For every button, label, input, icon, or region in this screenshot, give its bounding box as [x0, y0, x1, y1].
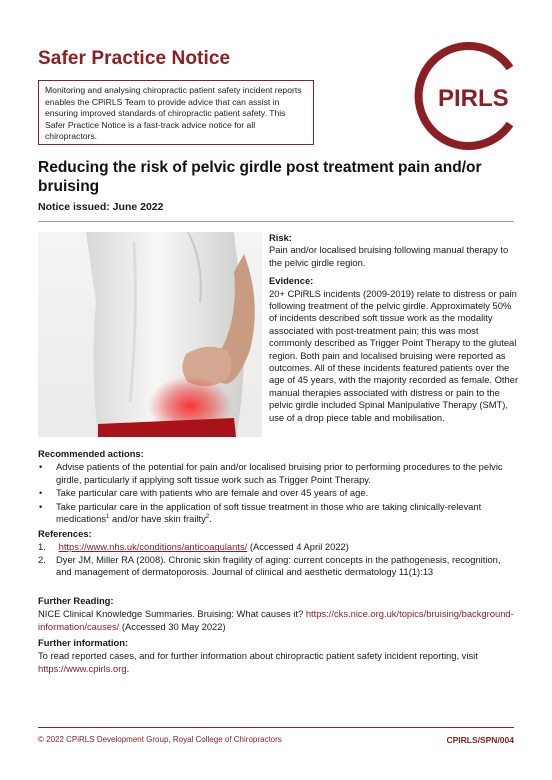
reference-marker: 2 — [205, 513, 210, 520]
notice-type-title: Safer Practice Notice — [38, 48, 231, 69]
risk-text: Pain and/or localised bruising following manual therapy to the pelvic girdle region. — [269, 244, 509, 268]
risk-evidence-panel — [269, 232, 519, 424]
action-text: Take particular care in the application of soft tissue treatment in those who are taking clinically-relevant medications — [56, 500, 482, 525]
action-item: • Take particular care with patients who are female and over 45 years of age. — [38, 487, 518, 499]
patient-back-photo — [38, 232, 262, 437]
copyright: © 2022 CPiRLS Development Group, Royal College of Chiropractors — [38, 735, 282, 744]
further-information-section: Further information: To read reported cases, and for further information about chiropractic patient safety incident reporting, visit https://www.cpirls.org. — [38, 637, 518, 675]
further-reading-heading: Further Reading: — [38, 595, 114, 606]
issue-date: Notice issued: June 2022 — [38, 201, 164, 213]
nhs-anticoagulants-link[interactable]: https://www.nhs.uk/conditions/anticoagulants/ — [58, 541, 248, 553]
reference-item: 1. https://www.nhs.uk/conditions/anticoagulants/ (Accessed 4 April 2022) — [38, 541, 349, 553]
cpirls-website-link[interactable]: https://www.cpirls.org — [38, 662, 127, 674]
actions-heading: Recommended actions: — [38, 448, 144, 459]
evidence-text: 20+ CPiRLS incidents (2009-2019) relate to distress or pain following treatment of the pelvic girdle. Approximately 50% of incidents described soft tissue work as the modality associated with post-treatment pain; this was most commonly described as Trigger Point Therapy to the gluteal region. Both pain and localised bruising were reported as outcomes. All of these incidents featured patients over the age of 45 years, with the majority recorded as female. Other manual therapies associated with distress or pain to the pelvic girdle included Spinal Manipulative Therapy (SMT), use of a drop piece table and mobilisation. — [269, 287, 519, 423]
evidence-heading: Evidence: — [269, 275, 314, 287]
references-section — [38, 528, 518, 579]
further-info-heading: Further information: — [38, 637, 129, 648]
reference-marker: 1 — [106, 513, 110, 520]
recommended-actions — [38, 448, 518, 526]
action-item: • Take particular care in the application of soft tissue treatment in those who are taking clinically-relevant medications$^1$ and/or have skin frailty$^2$. — [38, 501, 518, 526]
references-heading: References: — [38, 528, 92, 539]
cpirls-logo — [414, 42, 522, 150]
divider — [38, 221, 514, 222]
risk-heading: Risk: — [269, 232, 292, 243]
reference-item: 2. Dyer JM, Miller RA (2008). Chronic skin fragility of aging: current concepts in the pathogenesis, recognition, and management of dermatoporosis. Journal of clinical and aesthetic dermatology 11(1):13 — [38, 553, 501, 578]
intro-box: Monitoring and analysing chiropractic patient safety incident reports enables the CPiRLS Team to provide advice that can assist in ensuring improved standards of chiropractic patient safety. This Safer Practice Notice is a fast-track advice notice for all chiropractors. — [38, 80, 314, 145]
action-item: • Advise patients of the potential for pain and/or localised bruising prior to performing procedures to the pelvic girdle, particularly if applying soft tissue work such as Trigger Point Therapy. — [38, 461, 518, 486]
further-reading-section: Further Reading: NICE Clinical Knowledge Summaries. Bruising: What causes it? https://cks.nice.org.uk/topics/bruising/background-information/causes/ (Accessed 30 May 2022) — [38, 595, 518, 633]
logo-text: PIRLS — [438, 85, 509, 112]
footer-divider — [38, 727, 514, 728]
action-text: and/or have skin frailty — [109, 513, 206, 525]
nice-bruising-link[interactable]: https://cks.nice.org.uk/topics/bruising/background-information/causes/ — [38, 608, 514, 632]
document-code: CPIRLS/SPN/004 — [446, 735, 514, 745]
notice-title: Reducing the risk of pelvic girdle post treatment pain and/or bruising — [38, 159, 482, 195]
